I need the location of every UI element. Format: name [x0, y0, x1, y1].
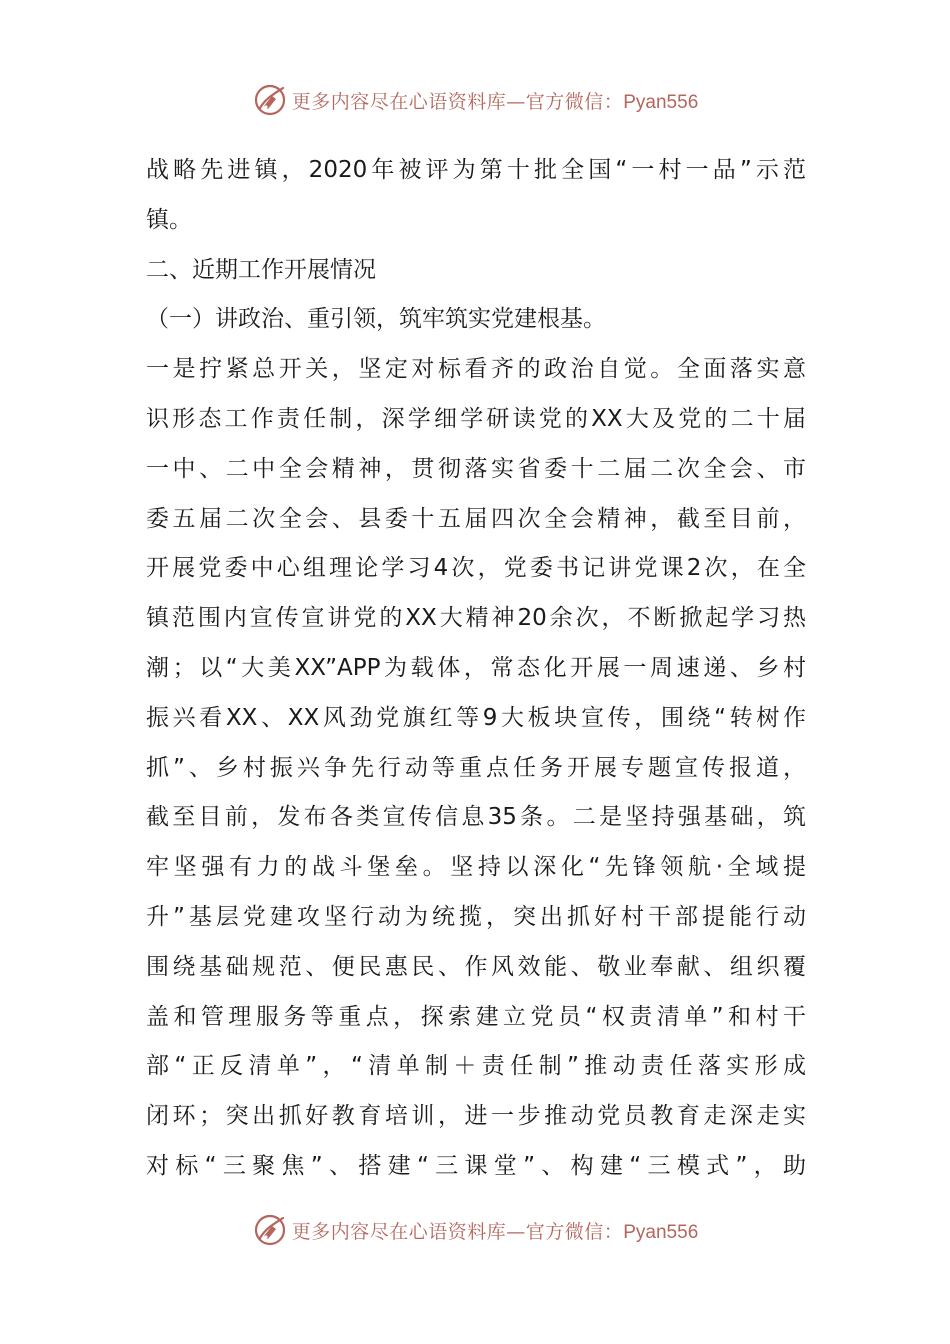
section-heading: 二、近期工作开展情况: [146, 256, 376, 283]
text-line: 围绕基础规范、便民惠民、作风效能、敬业奉献、组织覆: [146, 953, 806, 980]
pen-circle-logo-icon: [252, 82, 288, 118]
text-line: 对标“三聚焦”、搭建“三课堂”、构建“三模式”，助: [146, 1152, 806, 1179]
document-body: [146, 146, 806, 1192]
wechat-id: Pyan556: [623, 91, 699, 113]
text-line: 闭环；突出抓好教育培训，进一步推动党员教育走深走实: [146, 1103, 806, 1130]
watermark-banner-top: [0, 80, 950, 120]
text-line: 一中、二中全会精神，贯彻落实省委十二届二次全会、市: [146, 455, 806, 482]
text-line: 牢坚强有力的战斗堡垒。坚持以深化“先锋领航·全域提: [146, 854, 806, 881]
text-line: 镇。: [146, 206, 192, 233]
watermark-banner-bottom: [0, 1210, 950, 1250]
text-line: 镇范围内宣传宣讲党的XX大精神20余次，不断掀起学习热: [146, 605, 806, 632]
text-line: 委五届二次全会、县委十五届四次全会精神，截至目前，: [146, 505, 806, 532]
pen-circle-logo-icon: [252, 1212, 288, 1248]
text-line: 开展党委中心组理论学习4次，党委书记讲党课2次，在全: [146, 555, 806, 582]
text-line: 战略先进镇，2020年被评为第十批全国“一村一品”示范: [146, 157, 806, 183]
wechat-id: Pyan556: [623, 1221, 699, 1243]
text-line: 抓”、乡村振兴争先行动等重点任务开展专题宣传报道，: [146, 754, 806, 781]
text-line: 潮；以“大美XX”APP为载体，常态化开展一周速递、乡村: [146, 654, 806, 681]
subsection-heading: （一）讲政治、重引领，筑牢筑实党建根基。: [146, 306, 606, 333]
watermark-text: 更多内容尽在心语资料库—官方微信：: [291, 90, 624, 113]
text-line: 振兴看XX、XX风劲党旗红等9大板块宣传，围绕“转树作: [146, 704, 806, 731]
text-line: 部“正反清单”，“清单制＋责任制”推动责任落实形成: [146, 1053, 806, 1080]
watermark-text: 更多内容尽在心语资料库—官方微信：: [291, 1220, 624, 1243]
text-line: 截至目前，发布各类宣传信息35条。二是坚持强基础，筑: [146, 804, 806, 831]
text-line: 识形态工作责任制，深学细学研读党的XX大及党的二十届: [146, 405, 806, 432]
text-line: 盖和管理服务等重点，探索建立党员“权责清单”和村干: [146, 1003, 806, 1030]
text-line: 一是拧紧总开关，坚定对标看齐的政治自觉。全面落实意: [146, 356, 806, 383]
text-line: 升”基层党建攻坚行动为统揽，突出抓好村干部提能行动: [146, 903, 806, 930]
